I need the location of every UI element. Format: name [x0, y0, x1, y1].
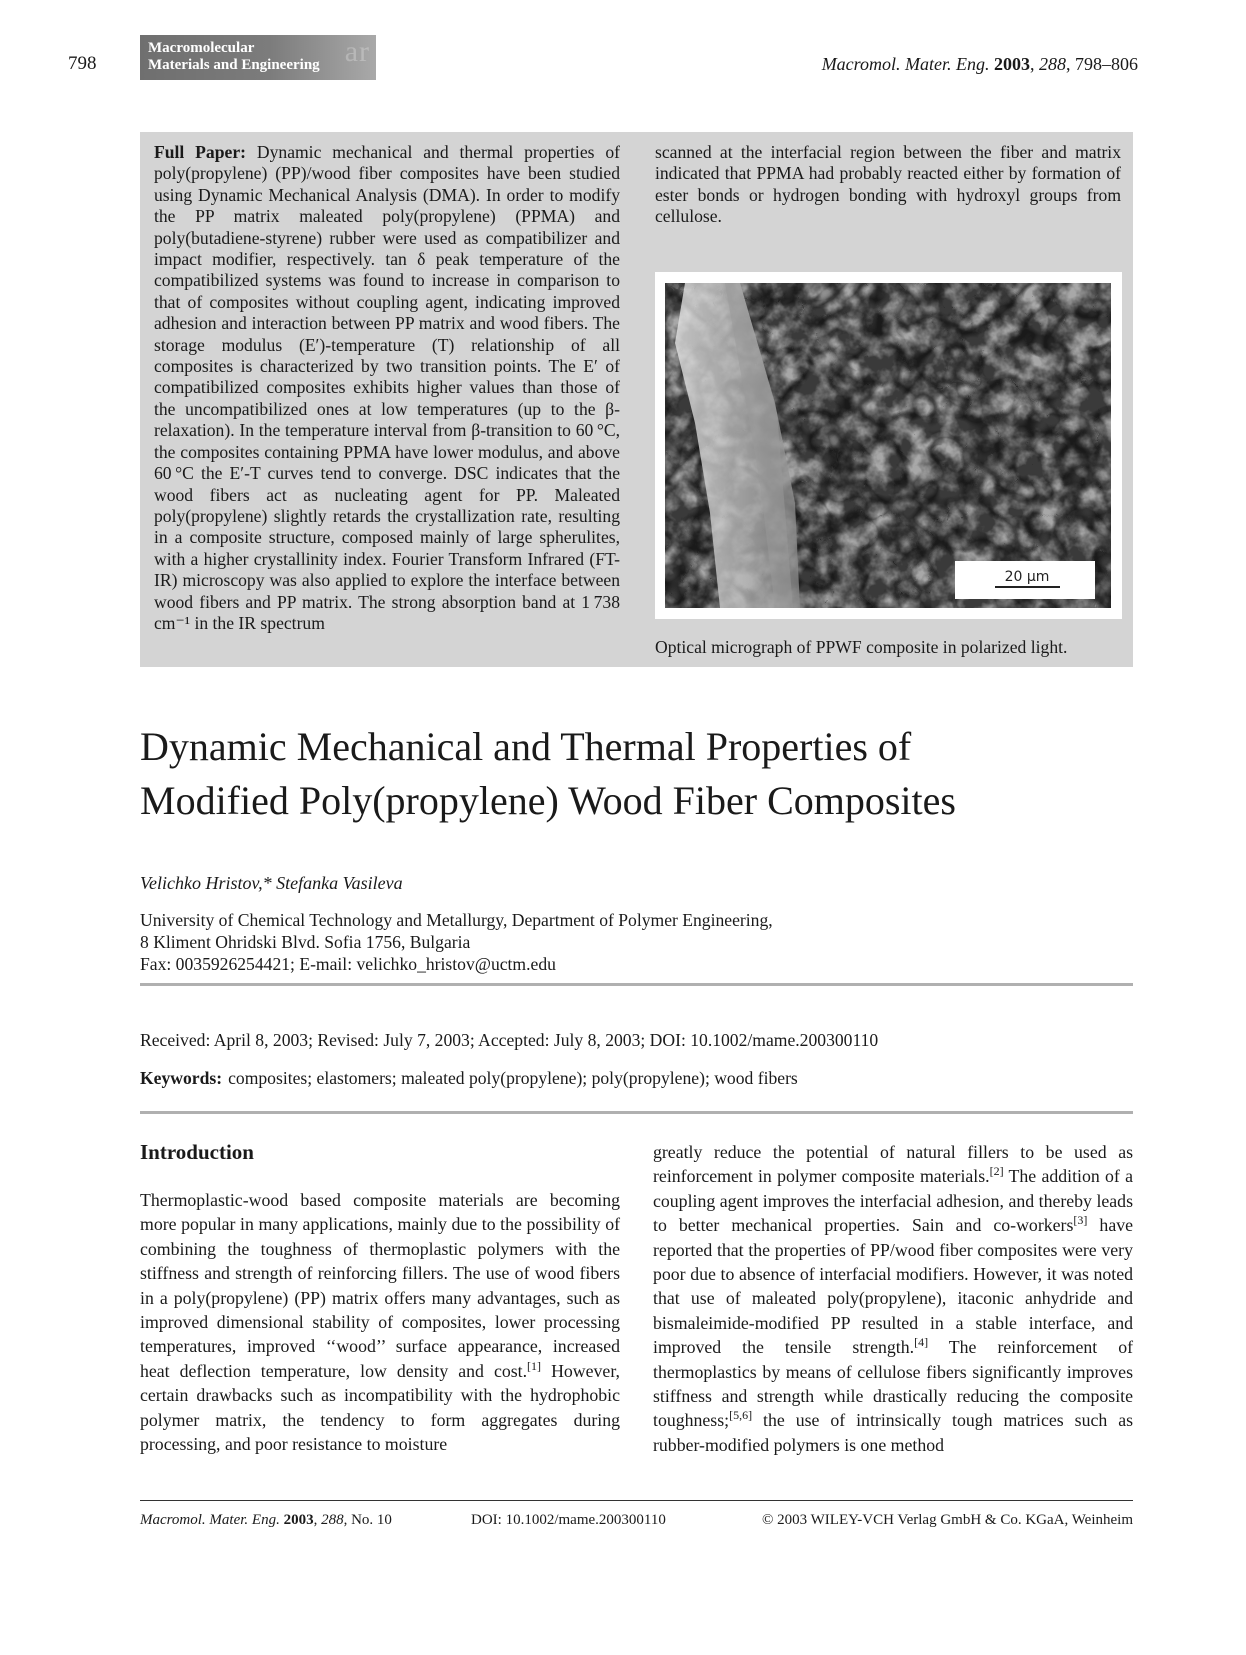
- title-line-2: Modified Poly(propylene) Wood Fiber Composites: [140, 778, 956, 823]
- micrograph-image: [665, 283, 1111, 608]
- intro-text-1: Thermoplastic-wood based composite materials are becoming more popular in many applications, mainly due to the possibility of combining the toughness of thermoplastic polymers with the stiffness and strength of reinforcing fillers. The use of wood fibers in a poly(propylene) (PP) matrix offers many advantages, such as improved dimensional stability of composites, lower processing temperatures, improved ‘‘wood’’ surface appearance, increased heat deflection temperature, low density and cost.: [140, 1190, 620, 1381]
- page-number: 798: [68, 53, 97, 74]
- running-year: 2003: [994, 54, 1030, 74]
- citation-5-6: [5,6]: [729, 1408, 753, 1423]
- journal-logo: [140, 35, 376, 80]
- footer-year: 2003: [283, 1512, 314, 1528]
- abstract-text: Dynamic mechanical and thermal properties of poly(propylene) (PP)/wood fiber composites have been studied using Dynamic Mechanical Analysis (DMA). In order to modify the PP matrix maleated poly(propylene) (PPMA) and poly(butadiene-styrene) rubber were used as compatibilizer and impact modifier, respectively. tan δ peak temperature of the compatibilized systems was found to increase in comparison to that of composites without coupling agent, indicating improved adhesion and interaction between PP matrix and wood fibers. The storage modulus (E′)-temperature (T) relationship of all composites is characterized by two transition points. The E′ of compatibilized composites exhibits higher values than those of the uncompatibilized ones at low temperatures (up to the β-relaxation). In the temperature interval from β-transition to 60 °C, the composites containing PPMA have lower modulus, and above 60 °C the E′-T curves tend to converge. DSC indicates that the wood fibers act as nucleating agent for PP. Maleated poly(propylene) slightly retards the crystallization rate, resulting in a composite structure, composed mainly of large spherulites, with a higher crystallinity index. Fourier Transform Infrared (FT-IR) microscopy was also applied to explore the interface between wood fibers and PP matrix. The strong absorption band at 1 738 cm⁻¹ in the IR spectrum: [154, 142, 621, 633]
- received-dates: Received: April 8, 2003; Revised: July 7, 2003; Accepted: July 8, 2003; DOI: 10.1002/mame.200300110: [140, 1030, 879, 1050]
- keywords: [140, 1068, 798, 1089]
- intro-text-3: greatly reduce the potential of natural fillers to be used as reinforcement in polymer composite materials.: [653, 1142, 1133, 1187]
- scale-bar-label: 20 μm: [1004, 569, 1050, 585]
- citation-3: [3]: [1073, 1213, 1088, 1228]
- title-line-1: Dynamic Mechanical and Thermal Properties of: [140, 724, 912, 769]
- keywords-label: Keywords:: [140, 1068, 223, 1088]
- abstract-box: [140, 132, 1133, 667]
- article-title: [140, 720, 1130, 828]
- citation-2: [2]: [989, 1164, 1004, 1179]
- keywords-list: composites; elastomers; maleated poly(propylene); poly(propylene); wood fibers: [228, 1068, 798, 1088]
- citation-4: [4]: [914, 1335, 929, 1350]
- affiliation-line-3: Fax: 0035926254421; E-mail: velichko_hristov@uctm.edu: [140, 954, 556, 974]
- affiliation-line-2: 8 Kliment Ohridski Blvd. Sofia 1756, Bulgaria: [140, 932, 471, 952]
- footer-volume: 288: [321, 1512, 344, 1528]
- section-heading-introduction: Introduction: [140, 1140, 254, 1164]
- abstract-label: Full Paper:: [154, 142, 246, 162]
- micrograph-figure: [655, 272, 1122, 619]
- authors: Velichko Hristov,* Stefanka Vasileva: [140, 873, 403, 893]
- affiliation: [140, 909, 773, 975]
- logo-line-1: Macromolecular: [148, 40, 255, 56]
- footer-journal-name: Macromol. Mater. Eng.: [140, 1512, 280, 1528]
- footer-rule: [140, 1500, 1133, 1501]
- figure-caption: Optical micrograph of PPWF composite in polarized light.: [655, 637, 1068, 657]
- intro-text-4: The addition of a coupling agent improves the interfacial adhesion, and thereby leads to better mechanical properties. Sain and co-workers: [653, 1166, 1133, 1236]
- divider-top: [140, 983, 1133, 986]
- running-head: Macromol. Mater. Eng. 2003, 288, 798–806: [821, 54, 1138, 74]
- abstract-left-column: [154, 142, 620, 634]
- logo-line-2: Materials and Engineering: [148, 57, 320, 73]
- running-journal: Macromol. Mater. Eng.: [821, 54, 990, 74]
- citation-1: [1]: [527, 1358, 542, 1373]
- intro-text-6: The reinforcement of thermoplastics by means of cellulose fibers significantly improves stiffness and strength while drastically reducing the composite toughness;: [653, 1337, 1134, 1431]
- footer-journal: Macromol. Mater. Eng. 2003, 288, No. 10: [140, 1512, 392, 1528]
- affiliation-line-1: University of Chemical Technology and Metallurgy, Department of Polymer Engineering,: [140, 910, 773, 930]
- divider-bottom: [140, 1111, 1133, 1114]
- footer-doi: DOI: 10.1002/mame.200300110: [471, 1512, 666, 1528]
- intro-paragraph-left: [140, 1188, 620, 1456]
- running-pages: 798–806: [1075, 54, 1138, 74]
- intro-text-5: have reported that the properties of PP/wood fiber composites were very poor due to absence of interfacial modifiers. However, it was noted that use of maleated poly(propylene), itaconic anhydride and bismaleimide-modified PP resulted in a stable interface, and improved the tensile strength.: [653, 1215, 1133, 1358]
- intro-text-2: However, certain drawbacks such as incompatibility with the hydrophobic polymer matrix, the tendency to form aggregates during processing, and poor resistance to moisture: [140, 1360, 620, 1455]
- running-volume: 288: [1039, 54, 1066, 74]
- logo-ghost-text: ar: [344, 35, 370, 68]
- body-right-column: [653, 1140, 1133, 1457]
- intro-text-7: the use of intrinsically tough matrices such as rubber-modified polymers is one method: [653, 1410, 1133, 1455]
- footer-issue: , No. 10: [343, 1512, 392, 1528]
- footer-copyright: © 2003 WILEY-VCH Verlag GmbH & Co. KGaA, Weinheim: [762, 1512, 1133, 1528]
- body-left-column: [140, 1188, 620, 1456]
- abstract-right-column: scanned at the interfacial region between the fiber and matrix indicated that PPMA had probably reacted either by formation of ester bonds or hydrogen bonding with hydroxyl groups from cellulose.: [655, 142, 1121, 227]
- intro-paragraph-right: [653, 1140, 1133, 1457]
